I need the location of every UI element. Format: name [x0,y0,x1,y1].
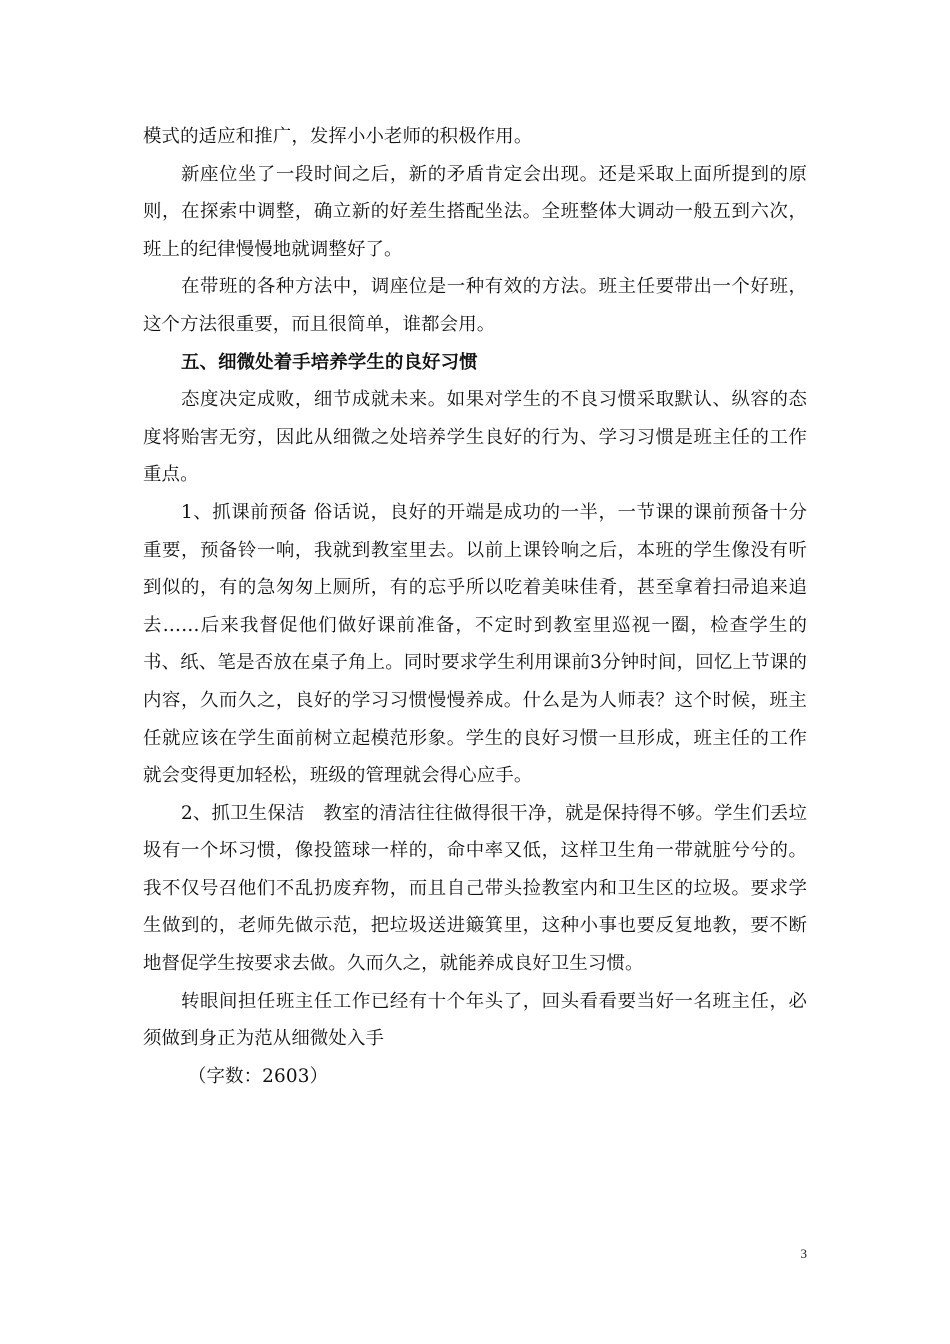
page-number: 3 [800,1246,807,1261]
paragraph-class-prep: 1、抓课前预备 俗话说，良好的开端是成功的一半，一节课的课前预备十分重要，预备铃一响，我就到教室里去。以前上课铃响之后，本班的学生像没有听到似的，有的急匆匆上厕所，有的忘乎所以吃着美味佳肴，甚至拿着扫帚追来追去……后来我督促他们做好课前准备，不定时到教室里巡视一圈，检查学生的书、纸、笔是否放在桌子角上。同时要求学生利用课前3分钟时间，回忆上节课的内容，久而久之，良好的学习习惯慢慢养成。什么是为人师表？这个时候，班主任就应该在学生面前树立起模范形象。学生的良好习惯一旦形成，班主任的工作就会变得更加轻松，班级的管理就会得心应手。 [143,501,807,787]
document-body [143,118,807,1095]
word-count: （字数：2603） [188,1065,329,1087]
paragraph-hygiene: 2、抓卫生保洁 教室的清洁往往做得很干净，就是保持得不够。学生们丢垃圾有一个坏习惯，像投篮球一样的，命中率又低，这样卫生角一带就脏兮兮的。我不仅号召他们不乱扔废弃物，而且自己带头捡教室内和卫生区的垃圾。要求学生做到的，老师先做示范，把垃圾送进簸箕里，这种小事也要反复地教，要不断地督促学生按要求去做。久而久之，就能养成良好卫生习惯。 [143,802,807,975]
paragraph-conclusion: 转眼间担任班主任工作已经有十个年头了，回头看看要当好一名班主任，必须做到身正为范从细微处入手 [143,990,807,1050]
paragraph-new-seats: 新座位坐了一段时间之后，新的矛盾肯定会出现。还是采取上面所提到的原则，在探索中调整，确立新的好差生搭配坐法。全班整体大调动一般五到六次，班上的纪律慢慢地就调整好了。 [143,163,807,260]
paragraph-attitude: 态度决定成败，细节成就未来。如果对学生的不良习惯采取默认、纵容的态度将贻害无穷，因此从细微之处培养学生良好的行为、学习习惯是班主任的工作重点。 [143,389,807,486]
section-heading: 五、细微处着手培养学生的良好习惯 [181,351,478,373]
paragraph-seat-method: 在带班的各种方法中，调座位是一种有效的方法。班主任要带出一个好班，这个方法很重要，而且很简单，谁都会用。 [143,276,807,335]
paragraph-continuation: 模式的适应和推广，发挥小小老师的积极作用。 [143,126,533,147]
